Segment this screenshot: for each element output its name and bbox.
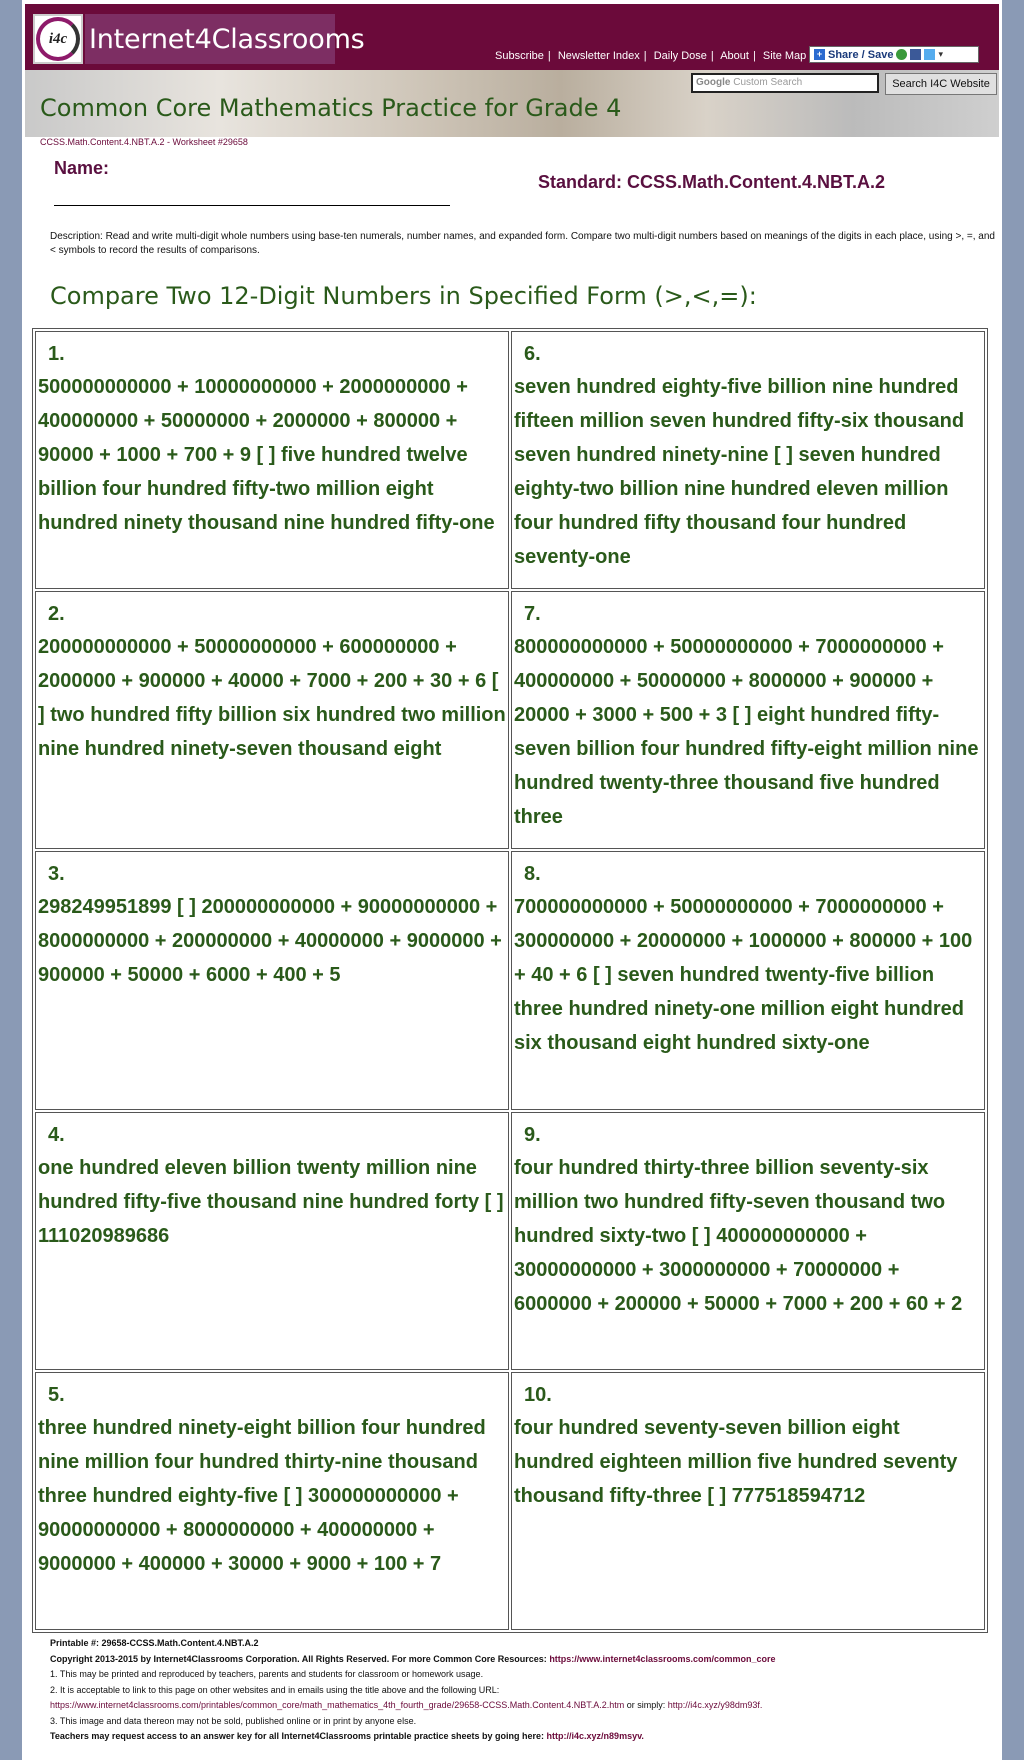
common-core-link[interactable]: https://www.internet4classrooms.com/common_core — [549, 1653, 776, 1664]
question-text: three hundred ninety-eight billion four hundred nine million four hundred thirty-nine thousand three hundred eighty-five [ ] 300000000000 + 90000000000 + 8000000000 + 400000000 + 9000000 + 400000 + 30000 + 9000 + 100 + 7 — [38, 1416, 486, 1575]
name-label: Name: — [54, 158, 110, 178]
question-number: 4. — [48, 1123, 65, 1146]
copyright-text: Copyright 2013-2015 by Internet4Classrooms Corporation. All Rights Reserved. For more Common Core Resources: — [50, 1653, 547, 1664]
worksheet-heading: Compare Two 12-Digit Numbers in Specified Form (>,<,=): — [50, 282, 757, 310]
twitter-icon — [924, 49, 935, 60]
question-cell — [35, 1112, 509, 1370]
page — [22, 0, 1002, 1760]
question-grid — [32, 328, 988, 1633]
nav-newsletter-index[interactable]: Newsletter Index — [557, 50, 640, 62]
search-button[interactable]: Search I4C Website — [885, 73, 997, 95]
question-cell — [511, 1112, 985, 1370]
footer-note-2: 2. It is acceptable to link to this page on other websites and in emails using the title above and the following URL: — [50, 1684, 500, 1695]
share-label: Share / Save — [828, 48, 894, 61]
copyright-line — [50, 1652, 990, 1668]
answer-key-text: Teachers may request access to an answer key for all Internet4Classrooms printable practice sheets by going here: — [50, 1731, 545, 1741]
search-placeholder: Custom Search — [733, 77, 803, 88]
question-number: 1. — [48, 343, 65, 365]
site-header — [25, 4, 999, 70]
question-number: 8. — [524, 863, 541, 886]
answer-key-line — [50, 1729, 990, 1745]
site-logo[interactable] — [33, 14, 83, 64]
question-cell — [35, 851, 509, 1109]
name-line — [54, 205, 450, 206]
question-text: 200000000000 + 50000000000 + 600000000 + 2000000 + 900000 + 40000 + 7000 + 200 + 30 + 6 [ ] two hundred fifty billion six hundred two million nine hundred ninety-seven thousand eight — [38, 636, 506, 761]
logo-icon — [36, 17, 80, 61]
plus-icon: + — [814, 49, 825, 60]
share-icon — [896, 49, 907, 60]
question-number: 7. — [524, 603, 541, 626]
site-title[interactable]: Internet4Classrooms — [89, 24, 365, 55]
question-text: seven hundred eighty-five billion nine hundred fifteen million seven hundred fifty-six thousand seven hundred ninety-nine [ ] seven hundred eighty-two billion nine hundred eleven million four hundred fifty thousand four hundred seventy-one — [514, 376, 965, 568]
page-title: Common Core Mathematics Practice for Grade 4 — [40, 94, 622, 122]
nav-subscribe[interactable]: Subscribe — [495, 50, 544, 62]
question-text: 700000000000 + 50000000000 + 7000000000 + 300000000 + 20000000 + 1000000 + 800000 + 100 + 40 + 6 [ ] seven hundred twenty-five billion three hundred ninety-one million eight hundred six thousand eight hundred sixty-one — [514, 896, 973, 1055]
short-url-link[interactable]: http://i4c.xyz/y98dm93f. — [667, 1700, 763, 1710]
share-save-button[interactable] — [809, 46, 979, 63]
printable-number: Printable #: 29658-CCSS.Math.Content.4.NBT.A.2 — [50, 1638, 259, 1648]
top-nav: Subscribe | Newsletter Index | Daily Dose | About | Site Map — [495, 50, 807, 62]
description: Description: Read and write multi-digit whole numbers using base-ten numerals, number names, and expanded form. Compare two multi-digit numbers based on meanings of the digits in each place, using >, =, and < symbols to record the results of comparisons. — [50, 231, 995, 256]
footer-url-line — [50, 1698, 990, 1714]
facebook-icon — [910, 49, 921, 60]
question-cell — [511, 591, 985, 849]
standard-label: Standard: CCSS.Math.Content.4.NBT.A.2 — [538, 172, 886, 192]
nav-site-map[interactable]: Site Map — [762, 50, 807, 62]
question-number: 6. — [524, 343, 541, 365]
worksheet-url-link[interactable]: https://www.internet4classrooms.com/printables/common_core/math_mathematics_4th_fourth_grade/29658-CCSS.Math.Content.4.NBT.A.2.htm — [50, 1700, 625, 1710]
footer-note-3: 3. This image and data thereon may not be sold, published online or in print by anyone else. — [50, 1715, 417, 1726]
url-separator: or simply: — [624, 1700, 668, 1710]
chevron-down-icon: ▾ — [938, 49, 943, 59]
logo-text: i4c — [48, 30, 68, 47]
question-number: 5. — [48, 1383, 65, 1406]
question-cell — [35, 591, 509, 849]
question-cell — [35, 331, 509, 589]
worksheet-code: CCSS.Math.Content.4.NBT.A.2 - Worksheet #29658 — [40, 137, 248, 147]
question-cell — [511, 331, 985, 589]
question-text: four hundred thirty-three billion seventy-six million two hundred fifty-seven thousand two hundred sixty-two [ ] 400000000000 + 30000000000 + 3000000000 + 70000000 + 6000000 + 200000 + 50000 + 7000 + 200 + 60 + 2 — [514, 1156, 963, 1315]
nav-about[interactable]: About — [720, 50, 749, 62]
question-text: four hundred seventy-seven billion eight hundred eighteen million five hundred seventy thousand fifty-three [ ] 777518594712 — [514, 1416, 958, 1507]
question-number: 3. — [48, 863, 65, 886]
question-cell — [511, 1372, 985, 1630]
question-text: one hundred eleven billion twenty million nine hundred fifty-five thousand nine hundred forty [ ] 111020989686 — [38, 1156, 504, 1247]
question-text: 298249951899 [ ] 200000000000 + 90000000000 + 8000000000 + 200000000 + 40000000 + 9000000 + 900000 + 50000 + 6000 + 400 + 5 — [38, 896, 502, 987]
question-number: 9. — [524, 1123, 541, 1146]
google-logo-icon: Google — [696, 77, 731, 88]
question-cell — [35, 1372, 509, 1630]
footer-note-1: 1. This may be printed and reproduced by teachers, parents and students for classroom or homework usage. — [50, 1669, 484, 1679]
footer — [50, 1636, 990, 1745]
question-cell — [511, 851, 985, 1109]
question-number: 10. — [524, 1383, 552, 1406]
answer-key-link[interactable]: http://i4c.xyz/n89msyv. — [546, 1731, 644, 1741]
header-banner — [25, 70, 999, 137]
nav-daily-dose[interactable]: Daily Dose — [653, 50, 707, 62]
question-text: 800000000000 + 50000000000 + 7000000000 + 400000000 + 50000000 + 8000000 + 900000 + 20000 + 3000 + 500 + 3 [ ] eight hundred fifty-seven billion four hundred fifty-eight million nine hundred twenty-three thousand five hundred three — [514, 636, 979, 829]
search-input[interactable] — [691, 73, 879, 93]
question-text: 500000000000 + 10000000000 + 2000000000 + 400000000 + 50000000 + 2000000 + 800000 + 90000 + 1000 + 700 + 9 [ ] five hundred twelve billion four hundred fifty-two million eight hundred ninety thousand nine hundred fifty-one — [38, 376, 495, 534]
question-number: 2. — [48, 603, 65, 626]
